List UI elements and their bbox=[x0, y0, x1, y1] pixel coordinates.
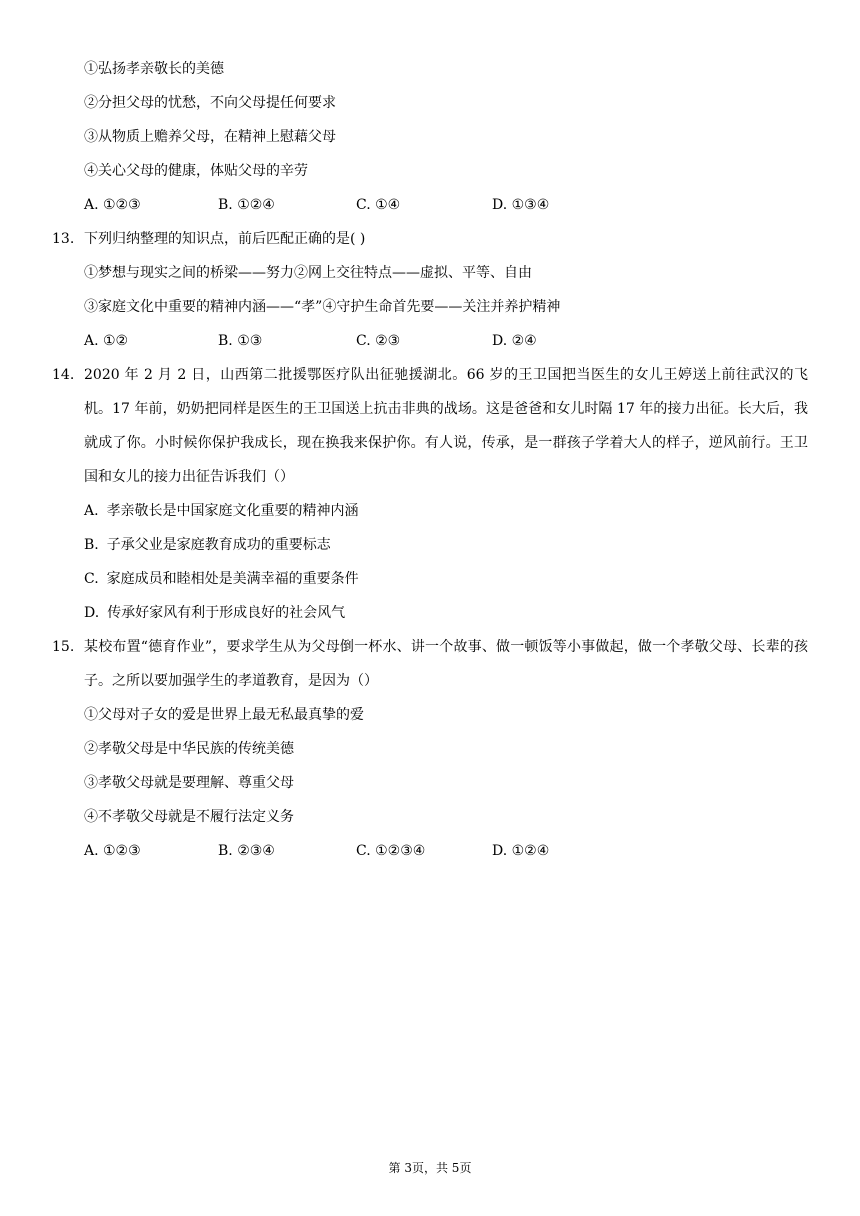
q14-option-c-text: 家庭成员和睦相处是美满幸福的重要条件 bbox=[106, 571, 359, 587]
q14-number: 14. bbox=[52, 367, 75, 383]
q14-stem: 2020 年 2 月 2 日，山西第二批援鄂医疗队出征驰援湖北。66 岁的王卫国把当医生的女儿王婷送上前往武汉的飞机。17 年前，奶奶把同样是医生的王卫国送上抗击非典的战场。这是爸爸和女儿时隔 17 年的接力出征。长大后，我就成了你。小时候你保护我成长，现在换我来保护你。有人说，传承，是一群孩子学着大人的样子，逆风前行。王卫国和女儿的接力出征告诉我们（） bbox=[84, 367, 808, 485]
q15-option-b: B. ②③④ bbox=[218, 843, 275, 859]
q14-option-b bbox=[84, 535, 331, 555]
q15-item-1: ①父母对子女的爱是世界上最无私最真挚的爱 bbox=[84, 707, 364, 723]
q15-number: 15. bbox=[52, 639, 75, 655]
q12-option-d: D. ①③④ bbox=[492, 197, 550, 213]
q14-option-d-text: 传承好家风有利于形成良好的社会风气 bbox=[107, 605, 346, 621]
q15-option-d: D. ①②④ bbox=[492, 843, 550, 859]
q14-option-b-label: B. bbox=[84, 537, 99, 553]
q12-option-a: A. ①②③ bbox=[84, 197, 141, 213]
q14-option-d-label: D. bbox=[84, 605, 100, 621]
q15-item-2: ②孝敬父母是中华民族的传统美德 bbox=[84, 741, 294, 757]
q13-number: 13. bbox=[52, 231, 75, 247]
q13-stem: 下列归纳整理的知识点，前后匹配正确的是( ) bbox=[84, 231, 366, 247]
q12-option-c: C. ①④ bbox=[356, 197, 401, 213]
q14-option-c-label: C. bbox=[84, 571, 99, 587]
q15-item-4: ④不孝敬父母就是不履行法定义务 bbox=[84, 809, 294, 825]
q15-option-a: A. ①②③ bbox=[84, 843, 141, 859]
q12-item-2: ②分担父母的忧愁，不向父母提任何要求 bbox=[84, 95, 336, 111]
q14-option-c bbox=[84, 569, 359, 589]
q15-option-c: C. ①②③④ bbox=[356, 843, 426, 859]
q13-option-a: A. ①② bbox=[84, 333, 129, 349]
q13-option-d: D. ②④ bbox=[492, 333, 537, 349]
q13-item-1: ①梦想与现实之间的桥梁——努力②网上交往特点——虚拟、平等、自由 bbox=[84, 265, 532, 281]
q13-option-b: B. ①③ bbox=[218, 333, 263, 349]
q14-option-a bbox=[84, 501, 359, 521]
q12-item-4: ④关心父母的健康，体贴父母的辛劳 bbox=[84, 163, 308, 179]
q12-option-b: B. ①②④ bbox=[218, 197, 275, 213]
q14-option-d bbox=[84, 603, 345, 623]
q12-item-1: ①弘扬孝亲敬长的美德 bbox=[84, 61, 224, 77]
q14-option-a-text: 孝亲敬长是中国家庭文化重要的精神内涵 bbox=[106, 503, 359, 519]
q15-item-3: ③孝敬父母就是要理解、尊重父母 bbox=[84, 775, 294, 791]
q14-option-a-label: A. bbox=[84, 503, 99, 519]
q15-stem: 某校布置“德育作业”，要求学生从为父母倒一杯水、讲一个故事、做一顿饭等小事做起，做一个孝敬父母、长辈的孩子。之所以要加强学生的孝道教育，是因为（） bbox=[84, 639, 808, 689]
q13-item-2: ③家庭文化中重要的精神内涵——“孝”④守护生命首先要——关注并养护精神 bbox=[84, 299, 561, 315]
q13-option-c: C. ②③ bbox=[356, 333, 401, 349]
q12-item-3: ③从物质上赡养父母，在精神上慰藉父母 bbox=[84, 129, 336, 145]
page-footer: 第 3页，共 5页 bbox=[388, 1161, 472, 1175]
q14-option-b-text: 子承父业是家庭教育成功的重要标志 bbox=[106, 537, 331, 553]
